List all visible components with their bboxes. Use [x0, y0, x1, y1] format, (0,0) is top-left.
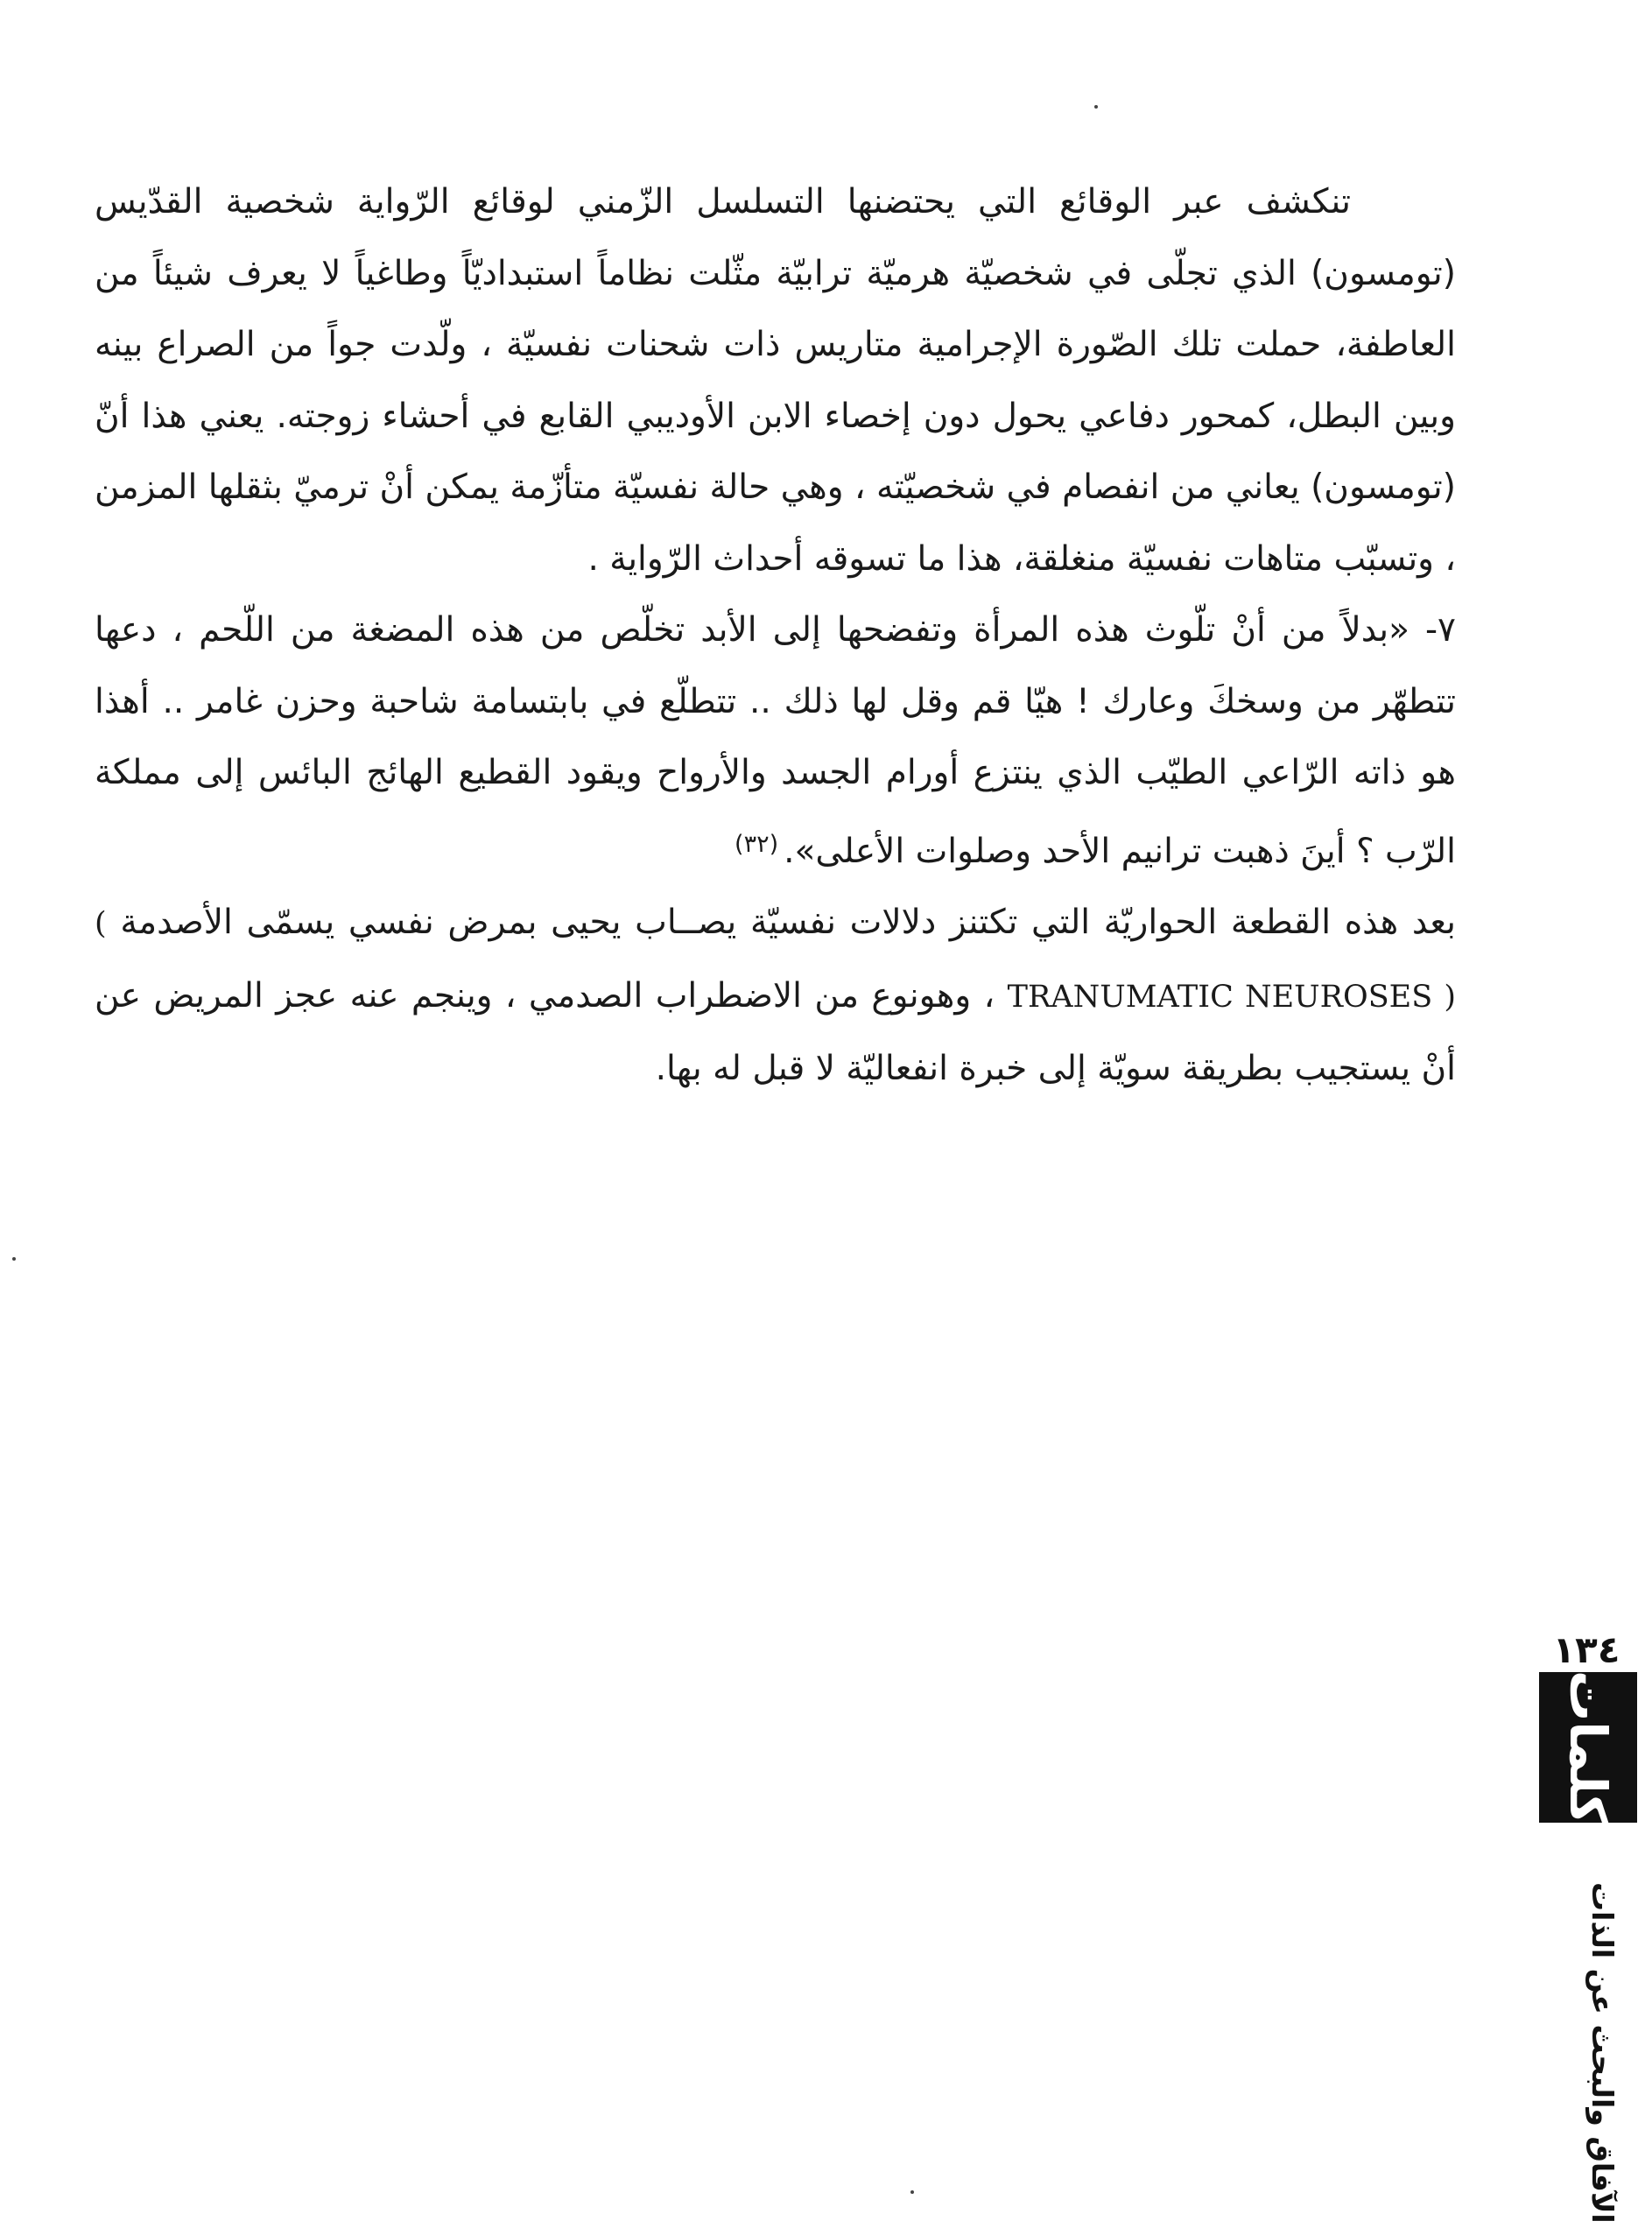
footnote-reference: (٣٢)	[735, 830, 779, 858]
journal-logo-box	[1539, 1669, 1637, 1825]
paragraph-tomson: تنكشف عبر الوقائع التي يحتضنها التسلسل الزّمني لوقائع الرّواية شخصية القدّيس (تومسون) الذي تجلّى في شخصيّة هرميّة ترابيّة مثّلت نظاماً استبداديّاً وطاغياً لا يعرف شيئاً من العاطفة، حملت تلك الصّورة الإجرامية متاريس ذات شحنات نفسيّة ، ولّدت جواً من الصراع بينه وبين البطل، كمحور دفاعي يحول دون إخصاء الابن الأوديبي القابع في أحشاء زوجته. يعني هذا أنّ (تومسون) يعاني من انفصام في شخصيّته ، وهي حالة نفسيّة متأزّمة يمكن أنْ ترميّ بثقلها المزمن ، وتسبّب متاهات نفسيّة منغلقة، هذا ما تسوقه أحداث الرّواية .	[95, 182, 1456, 579]
scan-speck	[1094, 105, 1098, 109]
running-title: الآفاق والبحث عن الذات	[1585, 1882, 1620, 2224]
page-number: ١٣٤	[1552, 1628, 1620, 1671]
body-text	[95, 166, 1456, 1105]
scan-speck	[910, 2190, 914, 2194]
scan-speck	[12, 1257, 16, 1261]
journal-logo: كلمات	[1558, 1669, 1618, 1825]
latin-term: ( TRANUMATIC NEUROSES )	[95, 906, 1457, 1015]
trauma-text-end: ، وهونوع من الاضطراب الصدمي ، وينجم عنه عجز المريض عن أنْ يستجيب بطريقة سويّة إلى خبرة انفعاليّة لا قبل له بها.	[95, 975, 1456, 1088]
paragraph-trauma	[95, 887, 1456, 1105]
paragraph-quote-7	[95, 594, 1456, 887]
trauma-text-start: بعد هذه القطعة الحواريّة التي تكتنز دلالات نفسيّة يصــاب يحيى بمرض نفسي يسمّى الأصدمة	[120, 903, 1456, 942]
quote-text: ٧- «بدلاً من أنْ تلّوث هذه المرأة وتفضحها إلى الأبد تخلّص من هذه المضغة من اللّحم ، دعها تتطهّر من وسخكَ وعارك ! هيّا قم وقل لها ذلك .. تتطلّع في بابتسامة شاحبة وحزن غامر .. أهذا هو ذاته الرّاعي الطيّب الذي ينتزع أورام الجسد والأرواح ويقود القطيع الهائج البائس إلى مملكة الرّب ؟ أينَ ذهبت ترانيم الأحد وصلوات الأعلى».	[95, 610, 1456, 871]
